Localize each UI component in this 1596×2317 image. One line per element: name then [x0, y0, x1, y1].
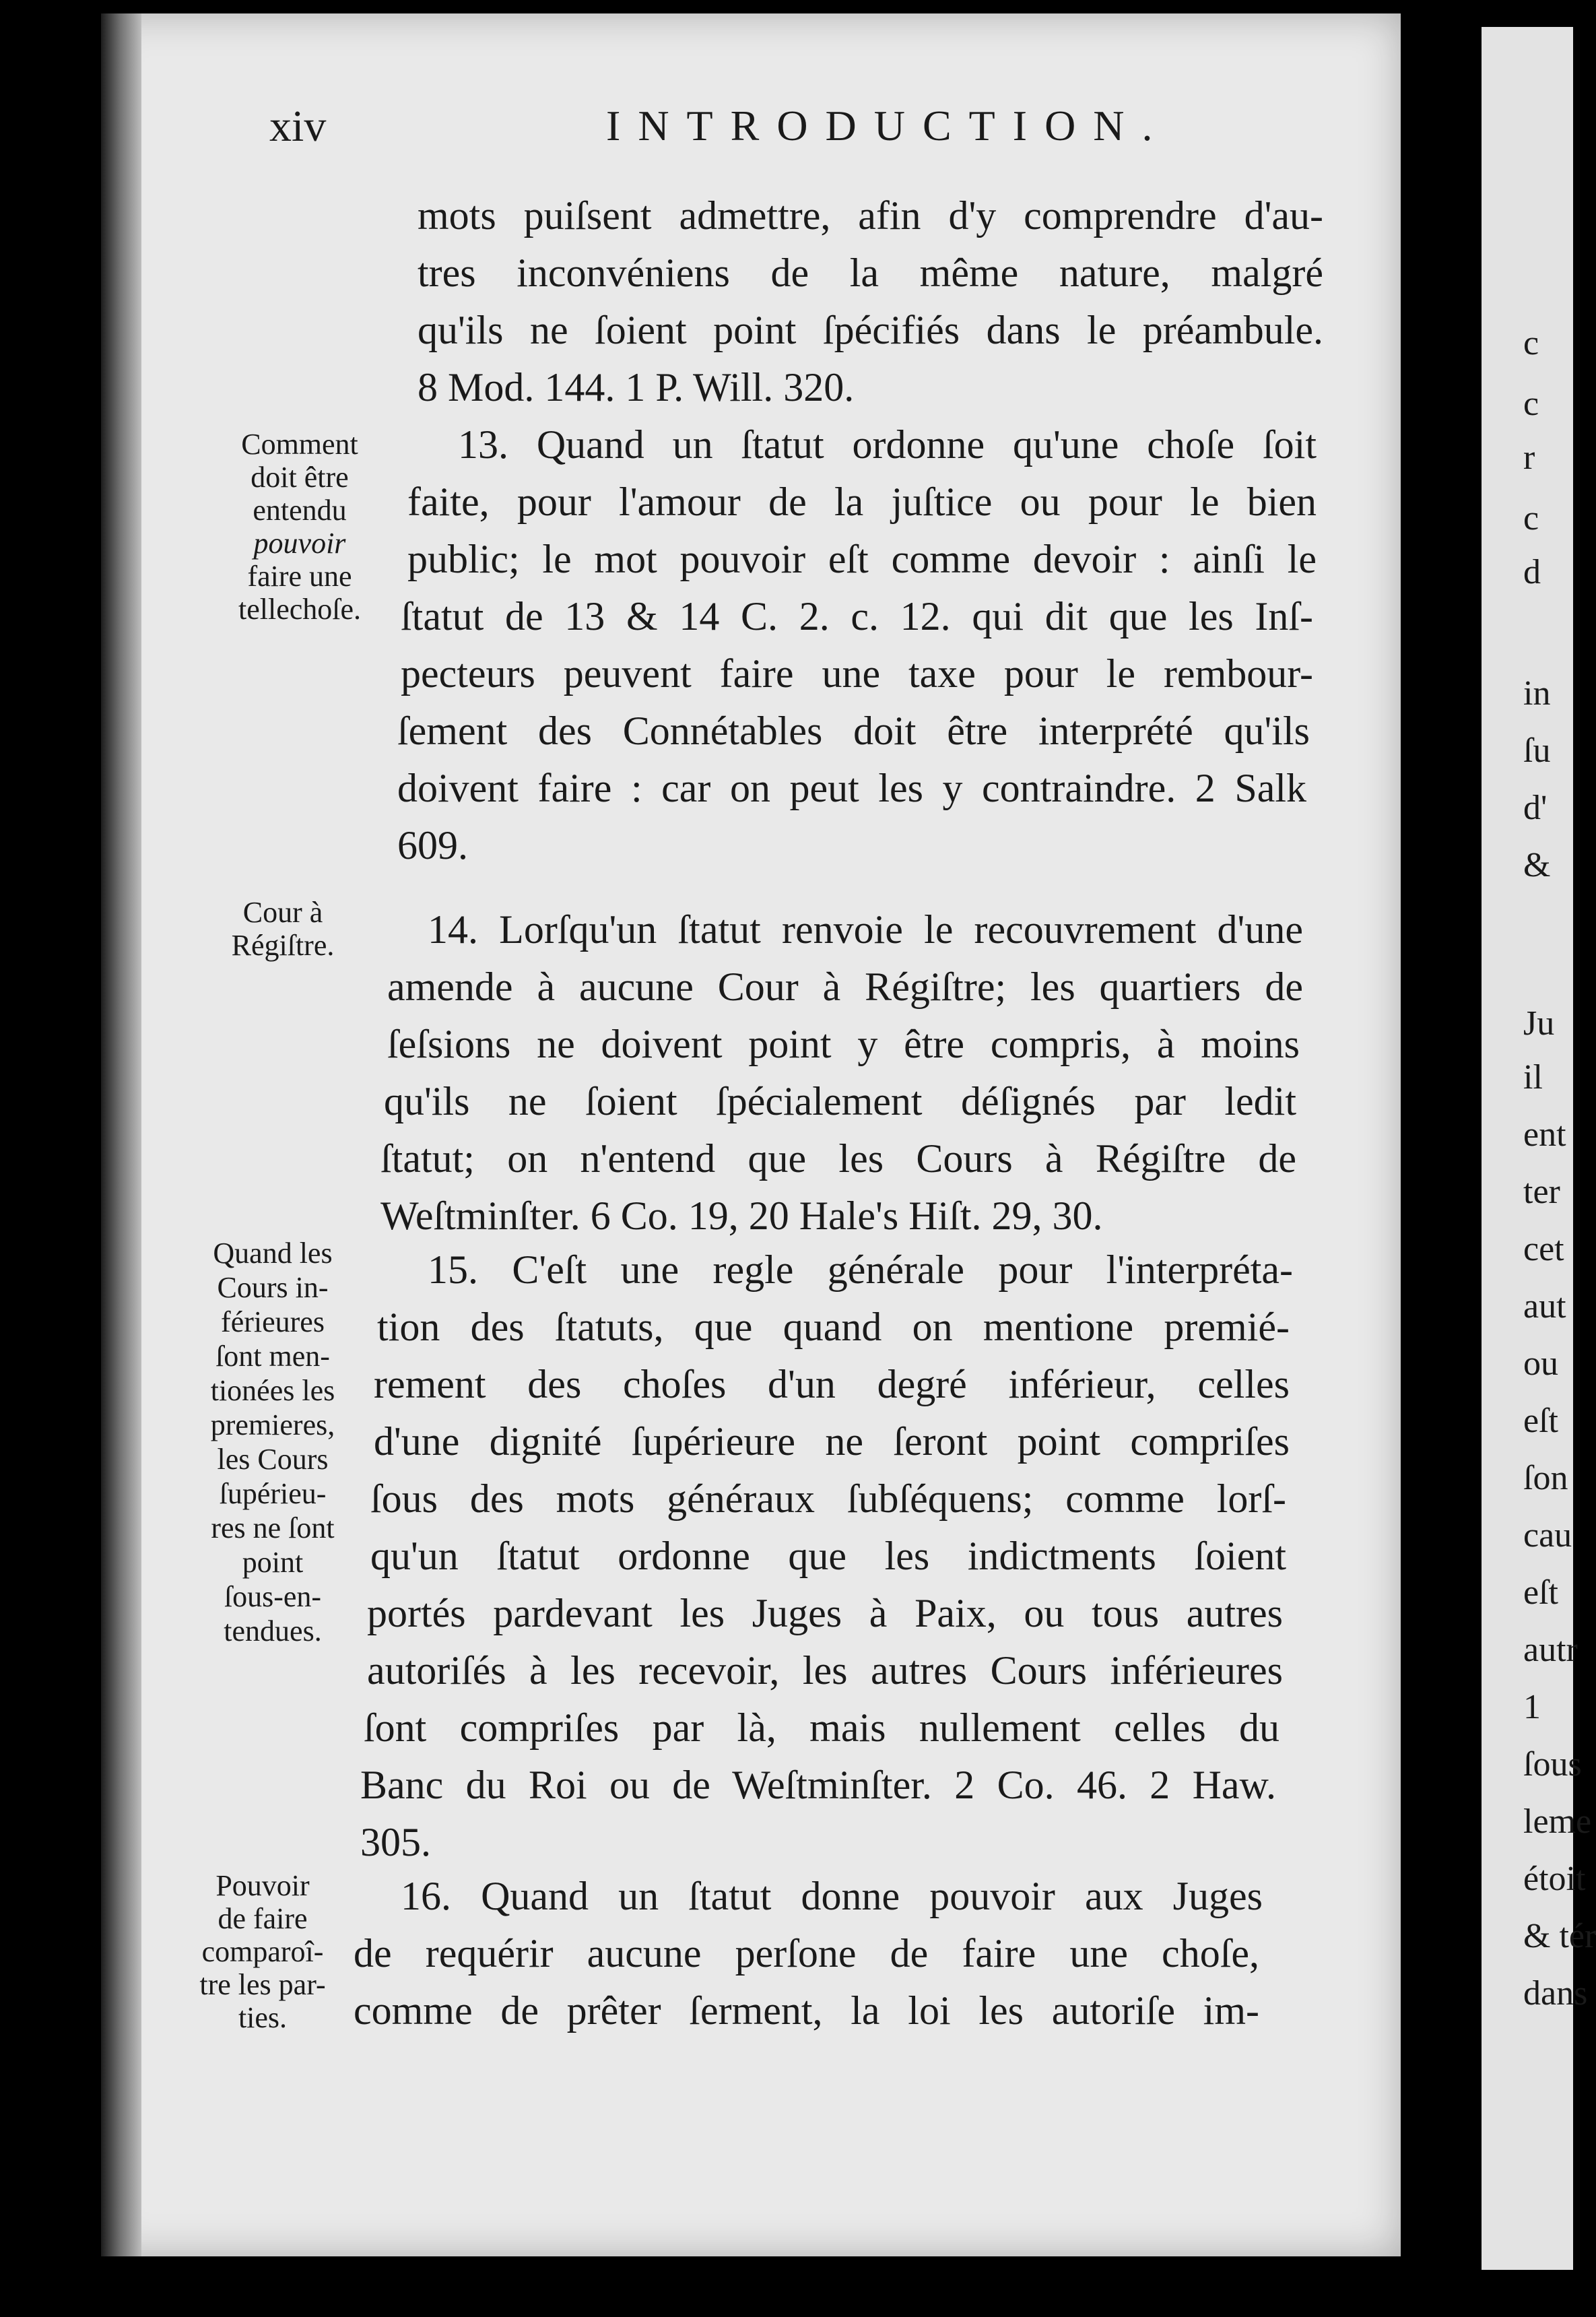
- body-line: ſous des mots généraux ſubſéquens; comme lorſ-: [370, 1476, 1286, 1521]
- facing-page-fragment: & tér: [1523, 1917, 1596, 1955]
- margin-note: Quand les Cours in- férieures ſont men- tionées les premieres, les Cours ſupérieu- res ne ſont point ſous-en- tendues.: [210, 1237, 335, 1647]
- body-line: doivent faire : car on peut les y contraindre. 2 Salk: [397, 766, 1306, 810]
- facing-page-fragment: dans: [1523, 1974, 1588, 2013]
- body-line: qu'ils ne ſoient ſpécialement déſignés par ledit: [384, 1079, 1296, 1123]
- facing-page-fragment: in: [1523, 674, 1551, 713]
- margin-note: Pouvoir de faire comparoî- tre les par- ties.: [199, 1869, 326, 2034]
- facing-page-fragment: ſous: [1523, 1745, 1582, 1784]
- body-line: 15. C'eſt une regle générale pour l'interpréta-: [428, 1247, 1293, 1292]
- body-line: comme de prêter ſerment, la loi les autoriſe im-: [354, 1988, 1259, 2033]
- body-line: pecteurs peuvent faire une taxe pour le rembour-: [401, 651, 1313, 696]
- body-line: qu'un ſtatut ordonne que les indictments ſoient: [370, 1534, 1286, 1578]
- body-line: portés pardevant les Juges à Paix, ou tous autres: [367, 1591, 1283, 1635]
- facing-page-fragment: eſt: [1523, 1402, 1558, 1440]
- body-line: d'une dignité ſupérieure ne ſeront point compriſes: [374, 1419, 1290, 1464]
- body-line: qu'ils ne ſoient point ſpécifiés dans le préambule.: [418, 308, 1323, 352]
- facing-page-fragment: ent: [1523, 1115, 1566, 1154]
- facing-page-fragment: ou: [1523, 1344, 1558, 1383]
- body-line: faite, pour l'amour de la juſtice ou pour le bien: [407, 480, 1317, 524]
- body-line: ſeſsions ne doivent point y être compris, à moins: [387, 1022, 1300, 1066]
- running-title: INTRODUCTION.: [606, 102, 1170, 150]
- body-line: 609.: [397, 823, 468, 868]
- book-spine: [101, 13, 141, 2256]
- body-line: 14. Lorſqu'un ſtatut renvoie le recouvrement d'une: [428, 907, 1303, 952]
- facing-page-fragment: r: [1523, 438, 1535, 477]
- facing-page-fragment: étoit: [1523, 1860, 1586, 1898]
- facing-page-fragment: c: [1523, 324, 1539, 362]
- facing-page-fragment: cet: [1523, 1230, 1564, 1268]
- facing-page-fragment: leme: [1523, 1802, 1592, 1841]
- body-line: ſtatut; on n'entend que les Cours à Régiſtre de: [380, 1136, 1296, 1181]
- facing-page-fragment: ſu: [1523, 731, 1551, 770]
- body-line: 305.: [360, 1820, 431, 1864]
- facing-page-fragment: 1: [1523, 1688, 1541, 1726]
- body-line: 13. Quand un ſtatut ordonne qu'une choſe ſoit: [458, 422, 1317, 467]
- body-line: autoriſés à les recevoir, les autres Cours inférieures: [367, 1648, 1283, 1693]
- body-line: 8 Mod. 144. 1 P. Will. 320.: [418, 365, 855, 410]
- page-number: xiv: [269, 102, 327, 151]
- body-line: ſont compriſes par là, mais nullement celles du: [364, 1705, 1279, 1750]
- facing-page-fragment: Ju: [1523, 1004, 1555, 1043]
- body-line: tres inconvéniens de la même nature, malgré: [418, 251, 1323, 295]
- body-line: amende à aucune Cour à Régiſtre; les quartiers de: [387, 965, 1303, 1009]
- facing-page-fragment: d: [1523, 553, 1541, 591]
- facing-page-fragment: &: [1523, 846, 1551, 884]
- facing-page-fragment: il: [1523, 1058, 1543, 1097]
- body-line: ſement des Connétables doit être interprété qu'ils: [397, 709, 1310, 753]
- facing-page-fragment: cau: [1523, 1516, 1572, 1555]
- body-line: Weſtminſter. 6 Co. 19, 20 Hale's Hiſt. 29, 30.: [380, 1194, 1103, 1238]
- body-line: ſtatut de 13 & 14 C. 2. c. 12. qui dit que les Inſ-: [401, 594, 1313, 639]
- margin-note: Cour à Régiſtre.: [231, 896, 335, 962]
- body-line: tion des ſtatuts, que quand on mentione premié-: [377, 1305, 1290, 1349]
- facing-page-fragment: ter: [1523, 1173, 1560, 1211]
- facing-page-fragment: eſt: [1523, 1573, 1558, 1612]
- body-line: 16. Quand un ſtatut donne pouvoir aux Juges: [401, 1874, 1263, 1918]
- body-line: mots puiſsent admettre, afin d'y comprendre d'au-: [418, 193, 1323, 238]
- facing-page-fragment: autr: [1523, 1631, 1578, 1669]
- facing-page-fragment: c: [1523, 499, 1539, 537]
- facing-page-fragment: c: [1523, 385, 1539, 423]
- margin-note: Comment doit être entendu pouvoir faire une tellechoſe.: [238, 428, 361, 626]
- facing-page-fragment: d': [1523, 789, 1548, 827]
- body-line: de requérir aucune perſone de faire une choſe,: [354, 1931, 1259, 1976]
- facing-page-fragment: ſon: [1523, 1459, 1568, 1497]
- body-line: public; le mot pouvoir eſt comme devoir : ainſi le: [407, 537, 1317, 581]
- body-line: rement des choſes d'un degré inférieur, celles: [374, 1362, 1290, 1406]
- body-line: Banc du Roi ou de Weſtminſter. 2 Co. 46. 2 Haw.: [360, 1763, 1276, 1807]
- facing-page-fragment: aut: [1523, 1287, 1566, 1326]
